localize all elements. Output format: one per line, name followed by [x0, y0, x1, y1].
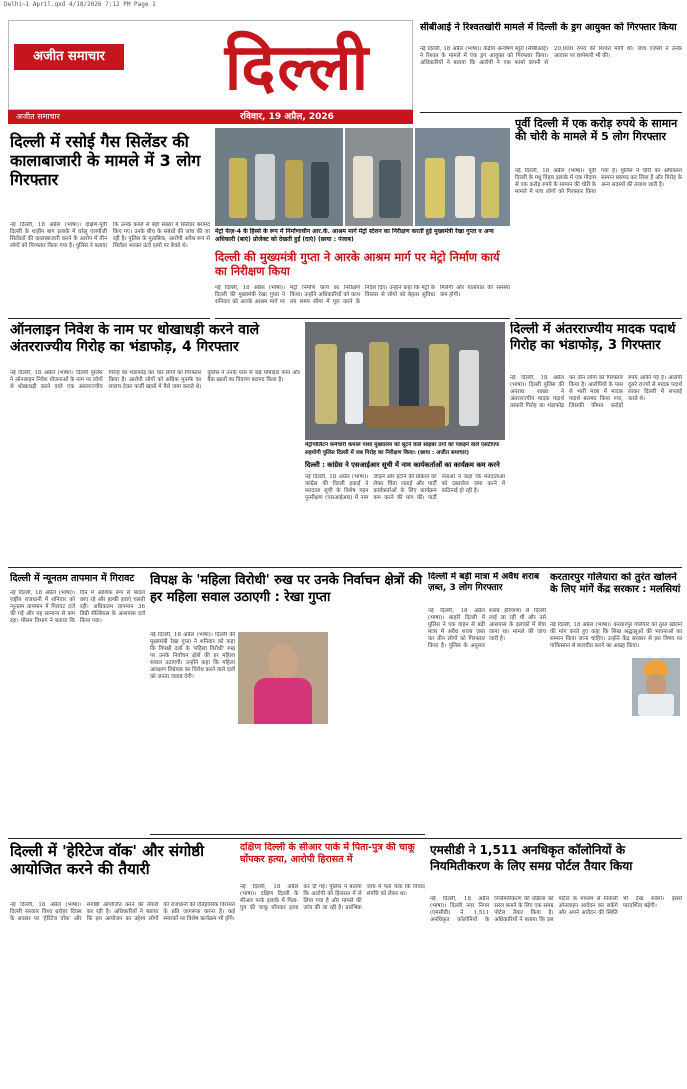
liquor-seizure-body: नई दिल्ली, 18 अप्रैल (भाषा)। बाहरी दिल्ली में पुलिस ने एक वाहन से बड़ी मात्रा में अवैध शराब ज़ब्त कर तीन लोगों को गिरफ्तार किया है। पुलिस के अनुसार शराब हरियाणा से दिल्ली लाई जा रही थी और उसे आसपास के इलाकों में बेचा जाना था। मामले की जांच जारी है। [428, 608, 546, 649]
metro-headline: दिल्ली की मुख्यमंत्री गुप्ता ने आरके आश्रम मार्ग पर मेट्रो निर्माण कार्य का निरीक्षण किया [215, 250, 500, 278]
temperature-body: नई दिल्ली, 18 अप्रैल (भाषा)। राष्ट्रीय राजधानी में शनिवार को न्यूनतम तापमान में गिरावट दर्ज की गई और यह सामान्य से कम रहा। मौसम विभाग ने बताया कि दिन में आंशिक रूप से बादल छाए रहे और हल्की हवाएं चलती रहीं। अधिकतम तापमान 36 डिग्री सेल्सियस के आसपास दर्ज किया गया। [10, 590, 145, 624]
masthead-sub-brand: अजीत समाचार [16, 112, 60, 121]
drug-gang-headline: दिल्ली में अंतरराज्यीय मादक पदार्थ गिरोह का भंडाफोड़, 3 गिरफ्तार [510, 322, 676, 353]
divider [420, 112, 682, 113]
congress-headline: दिल्ली : कांग्रेस ने एसआईआर सूची में नाम कार्यकर्ताओं का कार्यक्रम कम करने [305, 461, 500, 469]
liquor-seizure-headline: दिल्ली में बड़ी मात्रा में अवैध शराब ज़ब्त, 3 लोग गिरफ्तार [428, 572, 540, 593]
cbi-body: नई दिल्ली, 18 अप्रैल (भाषा)। केंद्रीय अन्वेषण ब्यूरो (सीबीआई) ने रिश्वत के मामले में एक ड्रग आयुक्त को गिरफ्तार किया। अधिकारियों ने बताया कि आरोपी ने एक फार्मा कंपनी से 20,000 रुपये की रिश्वत मांगी थी। जांच एजेंसी ने उनके आवास पर छापेमारी भी की। [420, 46, 682, 66]
edition-date: रविवार, 19 अप्रैल, 2026 [240, 112, 334, 122]
divider [150, 834, 425, 835]
online-fraud-body: नई दिल्ली, 18 अप्रैल (भाषा)। दिल्ली पुलिस ने ऑनलाइन निवेश योजनाओं के नाम पर लोगों से धोखाधड़ी करने वाले एक अंतरराज्यीय गिरोह का भंडाफोड़ कर चार लोगों को गिरफ्तार किया है। आरोपी लोगों को अधिक मुनाफे का लालच देकर फर्जी खातों में पैसे जमा कराते थे। पुलिस ने उनके पास से कई मोबाइल फोन और बैंक खातों का विवरण बरामद किया है। [10, 370, 300, 390]
metro-inspection-photo-left [215, 128, 343, 226]
cyber-police-photo [305, 322, 505, 440]
mcd-portal-headline: एमसीडी ने 1,511 अनधिकृत कॉलोनियों के नियमितीकरण के लिए समग्र पोर्टल तैयार किया [430, 843, 633, 873]
kartarpur-body: नई दिल्ली, 18 अप्रैल (भाषा)। करतारपुर गलियारे को तुरंत खोलने की मांग करते हुए कहा कि सिख श्रद्धालुओं की भावनाओं का सम्मान किया जाना चाहिए। उन्होंने केंद्र सरकार से इस विषय पर पाकिस्तान से बातचीत करने का आग्रह किया। [550, 622, 682, 649]
rekha-gupta-portrait [238, 632, 328, 724]
cyber-photo-caption: मेट्रोपॉलिटन कर्मचारी कमाल पाशा मुख्यालय को लूटने वाले साइबर ठगों को पकड़ने वाले एसटीएफ सहयोगी पुलिस दिल्ली में जब गिरोह का निरीक्षण किया। (छाया : अजीत समाचार) [305, 442, 500, 456]
online-fraud-headline: ऑनलाइन निवेश के नाम पर धोखाधड़ी करने वाले अंतरराज्यीय गिरोह का भंडाफोड़, 4 गिरफ्तार [10, 322, 260, 355]
rekha-body: नई दिल्ली, 18 अप्रैल (भाषा)। दिल्ली की मुख्यमंत्री रेखा गुप्ता ने शनिवार को कहा कि विपक्षी दलों के 'महिला विरोधी' रुख पर उनके निर्वाचन क्षेत्रों की हर महिला सवाल उठाएगी। उन्होंने कहा कि महिला आरक्षण विधेयक का विरोध करने वाले दलों को जनता जवाब देगी। [150, 632, 235, 680]
malsian-portrait [632, 658, 680, 716]
divider [8, 838, 682, 839]
divider [8, 567, 682, 568]
metro-photo-caption: मेट्रो फेज़-4 के हिस्से के रूप में निर्माणाधीन आर.के. आश्रम मार्ग मेट्रो स्टेशन का निरीक्षण करतीं हुई मुख्यमंत्री रेखा गुप्ता व अन्य अधिकारी (बाएं) प्रोजेक्ट को देखती हुईं (दाएं) (छाया : पंजाब) [215, 228, 494, 243]
heritage-walk-headline: दिल्ली में 'हेरिटेज वॉक' और संगोष्ठी आयोजित करने की तैयारी [10, 842, 205, 878]
metro-inspection-photo-right [415, 128, 510, 226]
metro-body: नई दिल्ली, 18 अप्रैल (भाषा)। दिल्ली की मुख्यमंत्री रेखा गुप्ता ने शनिवार को आरके आश्रम मार्ग पर मेट्रो निर्माण कार्य का निरीक्षण किया। उन्होंने अधिकारियों को काम तय समय सीमा में पूरा करने के निर्देश दिए। उन्होंने कहा कि मेट्रो के विस्तार से लोगों को बेहतर सुविधा मिलेगी और यातायात की समस्या कम होगी। [215, 285, 510, 305]
divider [515, 318, 682, 319]
divider [8, 318, 210, 319]
south-delhi-murder-headline: दक्षिण दिल्ली के सीआर पार्क में पिता-पुत्र की चाकू घोंपकर हत्या, आरोपी हिरासत में [240, 842, 415, 865]
prepress-slug: Delhi~1 April.qxd 4/18/2026 7:12 PM Page 1 [4, 1, 156, 8]
drug-gang-body: नई दिल्ली, 18 अप्रैल (भाषा)। दिल्ली पुलिस की अपराध शाखा ने अंतरराज्यीय मादक पदार्थ तस्करी गिरोह का भंडाफोड़ कर तीन लोगों को गिरफ्तार किया है। आरोपियों के पास से भारी मात्रा में मादक पदार्थ बरामद किया गया, जिसकी कीमत करोड़ों रुपये आंकी गई है। आरोपी दूसरे राज्यों से मादक पदार्थ लाकर दिल्ली में सप्लाई करते थे। [510, 375, 682, 409]
mcd-portal-body: नई दिल्ली, 18 अप्रैल (भाषा)। दिल्ली नगर निगम (एमसीडी) ने 1,511 अनधिकृत कॉलोनियों के नियमितीकरण की प्रक्रिया को सरल बनाने के लिए एक समग्र पोर्टल तैयार किया है। अधिकारियों ने बताया कि इस पोर्टल के माध्यम से निवासी ऑनलाइन आवेदन कर सकेंगे और अपने आवेदन की स्थिति भी देख सकेंगे। इससे पारदर्शिता बढ़ेगी। [430, 896, 682, 923]
rekha-headline: विपक्ष के 'महिला विरोधी' रुख पर उनके निर्वाचन क्षेत्रों की हर महिला सवाल उठाएगी : रेखा गुप्ता [150, 573, 423, 605]
heritage-walk-body: नई दिल्ली, 18 अप्रैल (भाषा)। दिल्ली सरकार विश्व धरोहर दिवस के अवसर पर 'हेरिटेज वॉक' और संगोष्ठी आयोजित करने की तैयारी कर रही है। अधिकारियों ने बताया कि इस आयोजन का उद्देश्य लोगों को राजधानी की ऐतिहासिक विरासत के प्रति जागरूक करना है। कई स्मारकों पर विशेष कार्यक्रम भी होंगे। [10, 902, 235, 922]
lpg-body: नई दिल्ली, 18 अप्रैल (भाषा)। दक्षिण-पूर्वी दिल्ली के शाहीन बाग इलाके में घरेलू एलपीजी सिलेंडरों की कालाबाजारी करने के आरोप में तीन लोगों को गिरफ्तार किया गया है। पुलिस ने बताया कि उनके कब्जे से बड़ी संख्या में सिलेंडर बरामद किए गए। उनके बीच के संबंधों की जांच की जा रही है। पुलिस के मुताबिक, आरोपी अवैध रूप से सिलेंडर भरकर ऊंचे दामों पर बेचते थे। [10, 222, 210, 249]
edition-city-title: दिल्ली [224, 31, 371, 105]
divider [215, 318, 510, 319]
cbi-headline: सीबीआई ने रिश्वतखोरी मामले में दिल्ली के ड्रग आयुक्त को गिरफ्तार किया [420, 22, 677, 33]
theft-body: नई दिल्ली, 18 अप्रैल (भाषा)। पूर्वी दिल्ली के मधु विहार इलाके में एक गोदाम से एक करोड़ रुपये के सामान की चोरी के मामले में पांच लोगों को गिरफ्तार किया गया है। पुलिस ने चोरी का अधिकांश सामान बरामद कर लिया है और गिरोह के अन्य सदस्यों की तलाश जारी है। [515, 168, 682, 195]
congress-body: नई दिल्ली, 18 अप्रैल (भाषा)। कांग्रेस की दिल्ली इकाई ने मतदाता सूची के विशेष गहन पुनरीक्षण (एसआईआर) में नाम जोड़ने और हटाने की प्रक्रिया को लेकर चिंता जताई और पार्टी कार्यकर्ताओं के लिए कार्यक्रम कम करने की मांग की। पार्टी नेताओं ने कहा कि मतदाताओं को दस्तावेज जमा करने में कठिनाई हो रही है। [305, 474, 505, 501]
metro-inspection-photo-middle [345, 128, 413, 226]
theft-headline: पूर्वी दिल्ली में एक करोड़ रुपये के सामान की चोरी के मामले में 5 लोग गिरफ्तार [515, 117, 678, 143]
newspaper-brand-logo: अजीत समाचार [14, 44, 124, 70]
south-delhi-murder-body: नई दिल्ली, 18 अप्रैल (भाषा)। दक्षिण दिल्ली के सीआर पार्क इलाके में पिता-पुत्र की चाकू घोंपकर हत्या कर दी गई। पुलिस ने बताया कि आरोपी को हिरासत में ले लिया गया है और मामले की जांच की जा रही है। प्रारंभिक जांच में पता चला कि विवाद संपत्ति को लेकर था। [240, 884, 425, 911]
lpg-headline: दिल्ली में रसोई गैस सिलेंडर की कालाबाजारी के मामले में 3 लोग गिरफ्तार [10, 132, 201, 189]
temperature-headline: दिल्ली में न्यूनतम तापमान में गिरावट [10, 573, 135, 584]
kartarpur-headline: करतारपुर गलियारा को तुरंत खोलने के लिए मांगें केंद्र सरकार : मलसियां [550, 572, 681, 595]
